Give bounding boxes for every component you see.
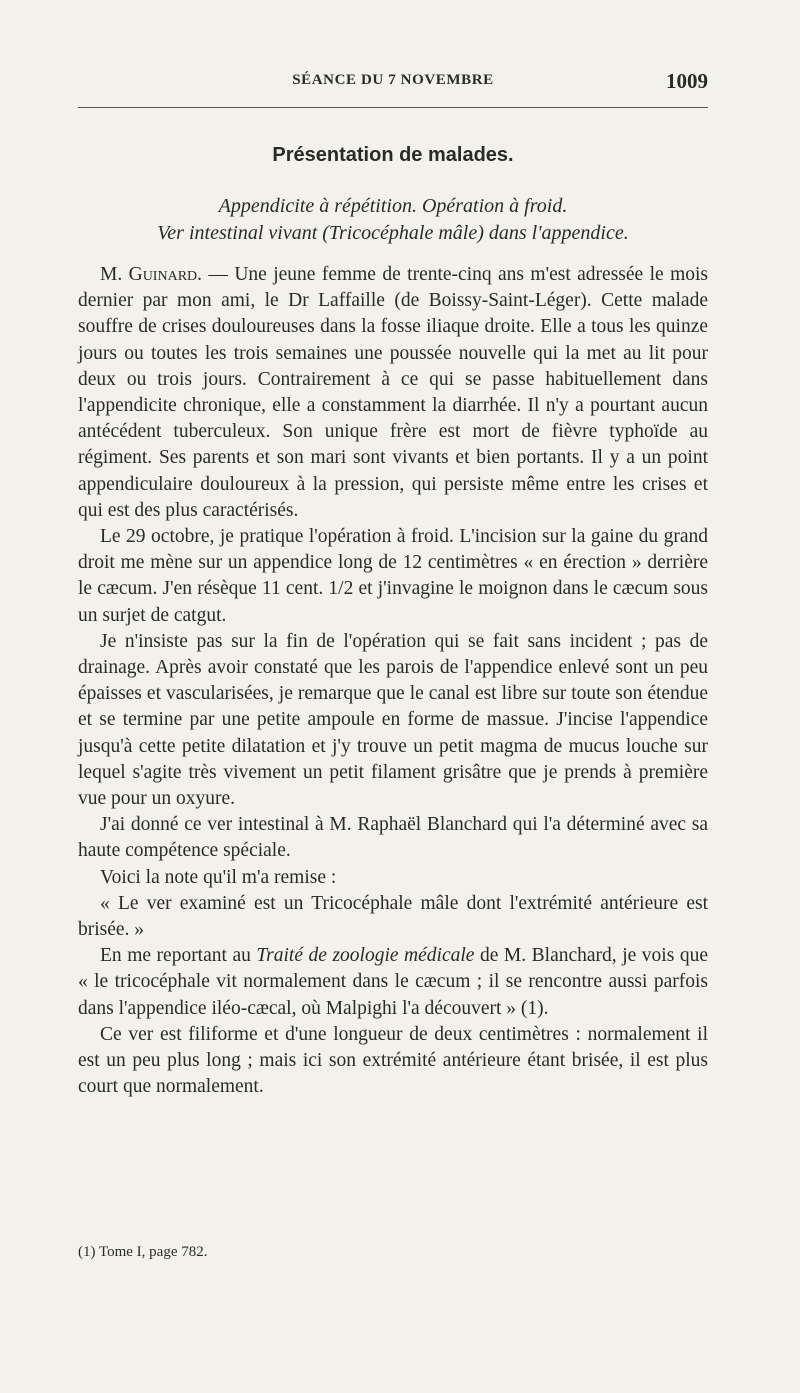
paragraph-5: Voici la note qu'il m'a remise : xyxy=(100,866,337,888)
paragraph-7 xyxy=(78,943,708,1022)
running-head xyxy=(78,69,708,98)
paragraph-7-end: de M. Blanchard, je vois que « le tricocéphale vit normalement dans le cæcum ; il se rencontre aussi parfois dans l'appendice iléo-cæcal, où Malpighi l'a découvert » (1). xyxy=(78,945,708,1019)
subtitle-line-2: Ver intestinal vivant (Tricocéphale mâle) dans l'appendice. xyxy=(157,222,629,244)
body-text xyxy=(78,262,708,1101)
paragraph-1-text: — Une jeune femme de trente-cinq ans m'est adressée le mois dernier par mon ami, le Dr Laffaille (de Boissy-Saint-Léger). Cette malade souffre de crises douloureuses dans la fosse iliaque droite. Elle a tous les quinze jours ou toutes les trois semaines une poussée nouvelle qui la met au lit pour deux ou trois jours. Contrairement à ce qui se passe habituellement dans l'appendicite chronique, elle a constamment la diarrhée. Il n'y a pourtant aucun antécédent tuberculeux. Son unique frère est mort de fièvre typhoïde au régiment. Ses parents et son mari sont vivants et bien portants. Il y a un point appendiculaire douloureux à la pression, qui persiste même entre les crises et qui est des plus caractérisés. xyxy=(78,264,708,521)
running-head-title: SÉANCE DU 7 NOVEMBRE xyxy=(292,72,494,88)
section-title: Présentation de malades. xyxy=(272,144,514,166)
paragraph-4: J'ai donné ce ver intestinal à M. Raphaël Blanchard qui l'a déterminé avec sa haute compétence spéciale. xyxy=(78,814,708,862)
paragraph-7-start: En me reportant au xyxy=(100,945,257,967)
author-name: M. Guinard. xyxy=(100,264,203,285)
paragraph-6: « Le ver examiné est un Tricocéphale mâle dont l'extrémité antérieure est brisée. » xyxy=(78,892,708,941)
header-rule xyxy=(78,107,708,108)
page-number: 1009 xyxy=(666,69,708,93)
paragraph-2: Le 29 octobre, je pratique l'opération à froid. L'incision sur la gaine du grand droit me mène sur un appendice long de 12 centimètres « en érection » derrière le cæcum. J'en résèque 11 cent. 1/2 et j'invagine le moignon dans le cæcum sous un surjet de catgut. xyxy=(78,526,708,626)
paragraph-3: Je n'insiste pas sur la fin de l'opération qui se fait sans incident ; pas de drainage. Après avoir constaté que les parois de l'appendice enlevé sont un peu épaisses et vascularisées, je remarque que le canal est libre sur toute son étendue et se termine par une petite ampoule en forme de massue. J'incise l'appendice jusqu'à cette petite dilatation et j'y trouve un petit magma de mucus louche sur lequel s'agite très vivement un petit filament grisâtre que je prends à première vue pour un oxyure. xyxy=(78,630,708,810)
paragraph-1 xyxy=(78,262,708,524)
paragraph-8: Ce ver est filiforme et d'une longueur de deux centimètres : normalement il est un peu plus long ; mais ici son extrémité antérieure étant brisée, il est plus court que normalement. xyxy=(78,1023,708,1098)
book-title-citation: Traité de zoologie médicale xyxy=(256,945,475,967)
subtitle-line-1: Appendicite à répétition. Opération à froid. xyxy=(218,195,568,217)
footnote: (1) Tome I, page 782. xyxy=(78,1244,208,1260)
